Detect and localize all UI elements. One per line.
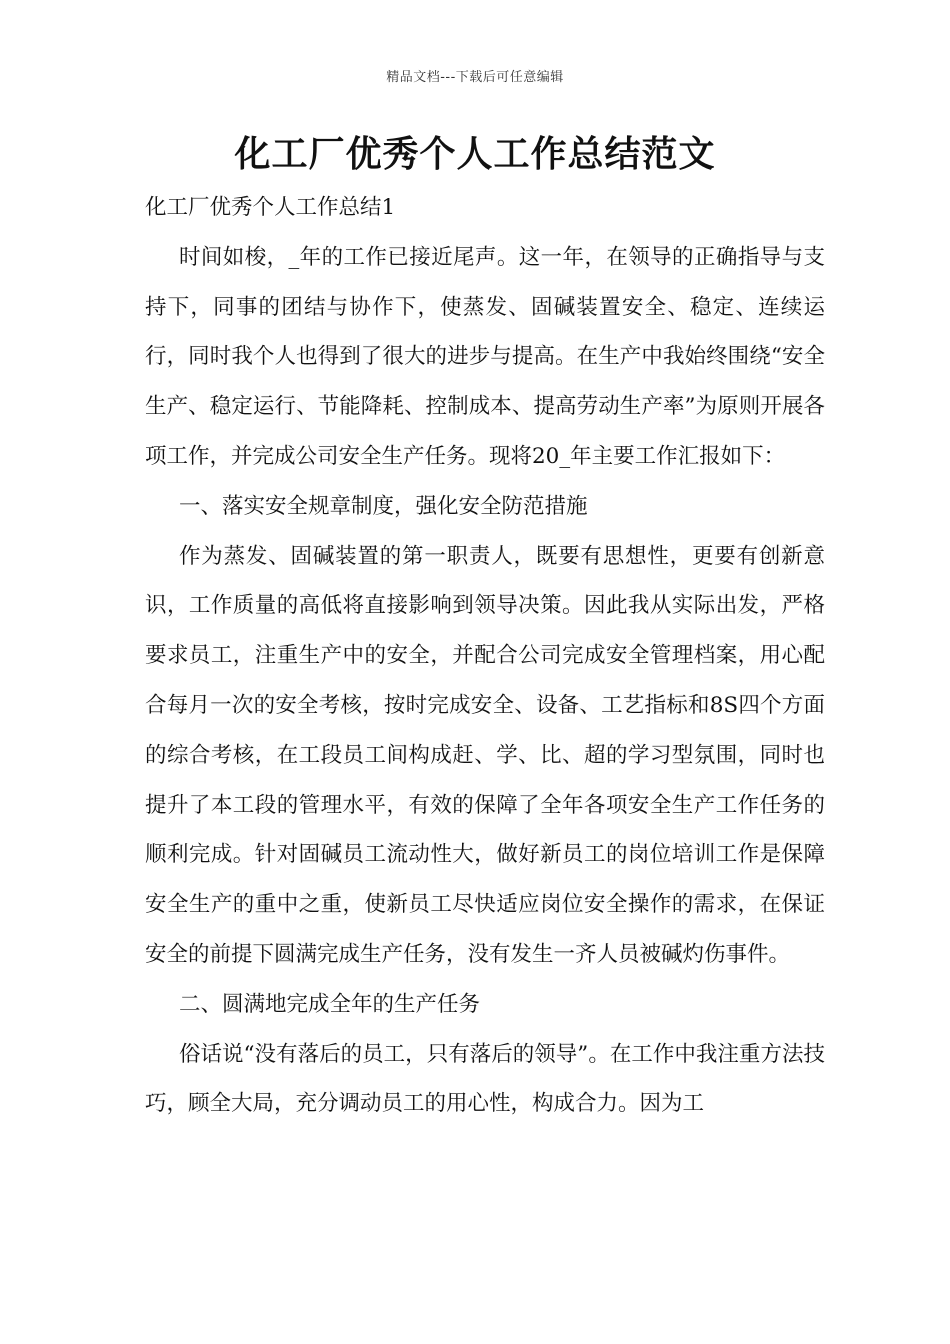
page-title: 化工厂优秀个人工作总结范文 — [234, 134, 716, 175]
section-heading-2: 二、圆满地完成全年的生产任务 — [179, 991, 481, 1017]
subtitle: 化工厂优秀个人工作总结1 — [145, 195, 396, 220]
section-heading-1: 一、落实安全规章制度，强化安全防范措施 — [179, 493, 588, 519]
paragraph-section-2: 俗话说“没有落后的员工，只有落后的领导”。在工作中我注重方法技巧，顾全大局，充分调动员工的用心性，构成合力。因为工 — [145, 1041, 825, 1117]
document-body — [145, 183, 825, 1129]
paragraph-section-1: 作为蒸发、固碱装置的第一职责人，既要有思想性，更要有创新意识，工作质量的高低将直接影响到领导决策。因此我从实际出发，严格要求员工，注重生产中的安全，并配合公司完成安全管理档案，用心配合每月一次的安全考核，按时完成安全、设备、工艺指标和8S四个方面的综合考核，在工段员工间构成赶、学、比、超的学习型氛围，同时也提升了本工段的管理水平，有效的保障了全年各项安全生产工作任务的顺利完成。针对固碱员工流动性大，做好新员工的岗位培训工作是保障安全生产的重中之重，使新员工尽快适应岗位安全操作的需求，在保证安全的前提下圆满完成生产任务，没有发生一齐人员被碱灼伤事件。 — [145, 543, 825, 967]
header-note: 精品文档---下载后可任意编辑 — [386, 70, 564, 85]
paragraph-intro: 时间如梭，_年的工作已接近尾声。这一年，在领导的正确指导与支持下，同事的团结与协作下，使蒸发、固碱装置安全、稳定、连续运行，同时我个人也得到了很大的进步与提高。在生产中我始终围绕“安全生产、稳定运行、节能降耗、控制成本、提高劳动生产率”为原则开展各项工作，并完成公司安全生产任务。现将20_年主要工作汇报如下： — [145, 244, 825, 469]
